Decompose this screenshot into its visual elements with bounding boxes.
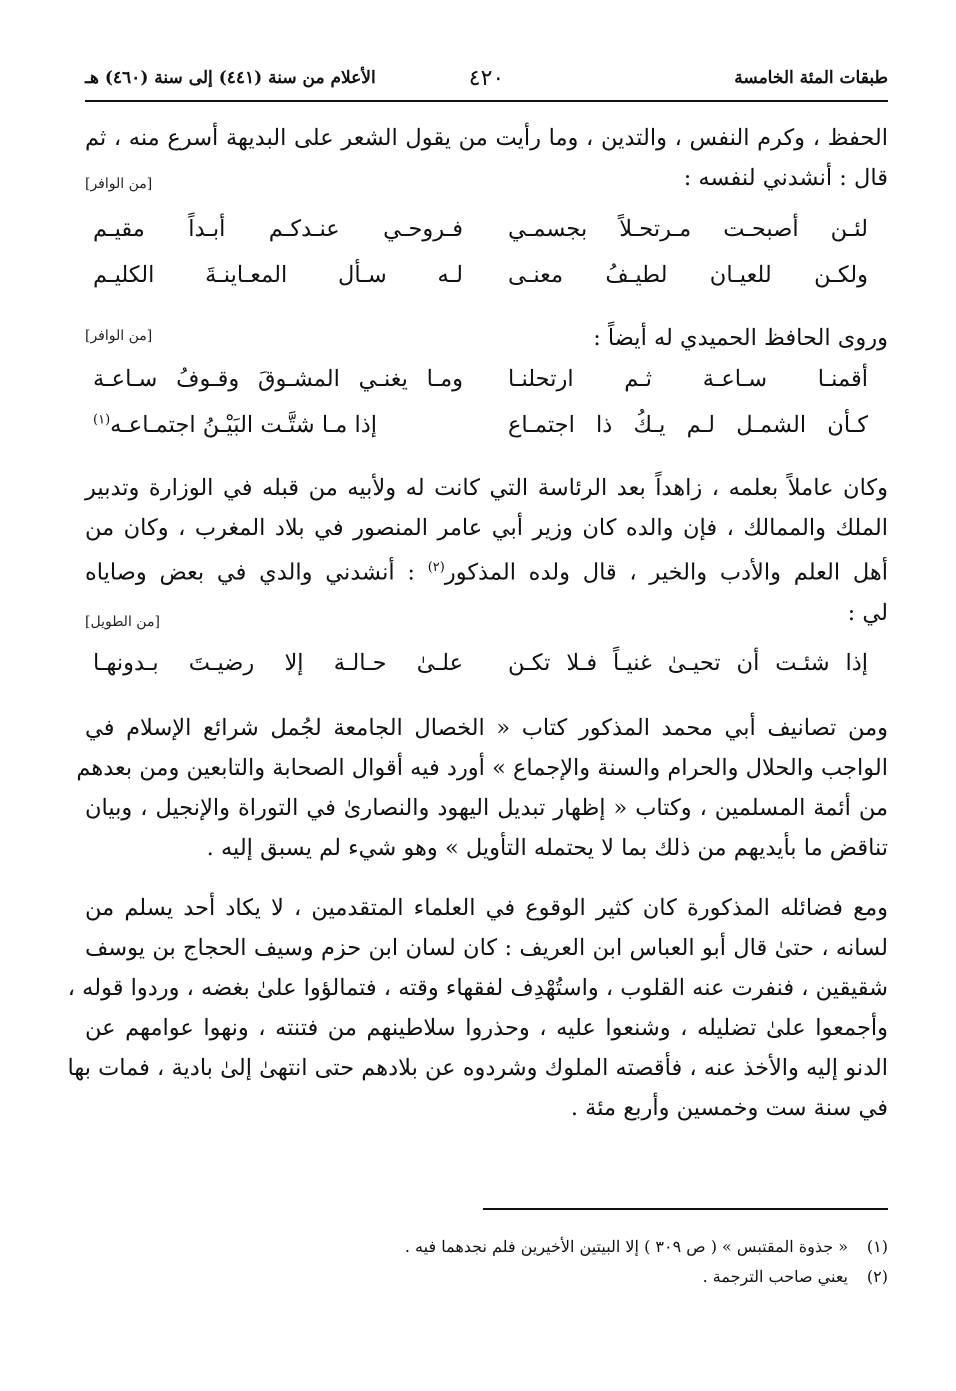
header-years-range: الأعلام من سنة (٤٤١) إلى سنة (٤٦٠) هـ [85,68,376,88]
verse-first-hemistich: إذا شئـت أن تحيـىٰ غنيـاً فـلا تكـن [508,650,868,676]
verse-line [85,650,888,694]
paragraph-line: شقيقين ، فنفرت عنه القلوب ، واستُهْدِف لفقهاء وقته ، فتمالؤوا علىٰ بغضه ، وردوا قوله ، [67,975,888,1001]
paragraph-5 [67,888,888,1128]
paragraph-line: في سنة ست وخمسين وأربع مئة . [570,1095,888,1121]
footnote [300,1264,888,1290]
verse-line [85,366,888,410]
paragraph-line: لي : [847,599,888,626]
paragraph-line: ومن تصانيف أبي محمد المذكور كتاب « الخصال الجامعة لجُمل شرائع الإسلام في [85,715,888,741]
running-header [85,64,888,98]
paragraph-line: الواجب والحلال والحرام والسنة والإجماع » أورد فيه أقوال الصحابة والتابعين ومن بعدهم [76,755,888,781]
paragraph-line: الدنو إليه والأخذ عنه ، فأقصته الملوك وشردوه عن بلادهم حتى انتهىٰ إلىٰ بادية ، فمات بها [67,1055,888,1081]
paragraph-2 [85,318,888,358]
paragraph-line: ومع فضائله المذكورة كان كثير الوقوع في العلماء المتقدمين ، لا يكاد أحد يسلم من [85,895,888,921]
meter-label: [من الطويل] [85,614,160,630]
paragraph-line: وأجمعوا علىٰ تضليله ، وشنعوا عليه ، وحذروا سلاطينهم من فتنته ، ونهوا عوامهم عن [85,1015,888,1041]
verse-first-hemistich: لئـن أصبحـت مـرتحـلاً بجسمـي [508,216,868,242]
paragraph-line: الملك والممالك ، فإن والده كان وزير أبي عامر المنصور في بلاد المغرب ، وكان من [85,515,888,541]
verse-second-hemistich: لـه سـأل المعـاينـةَ الكليـم [93,262,463,288]
footnote-number: (٢) [866,1267,888,1286]
paragraph-line [85,548,888,593]
footnote-number: (١) [866,1237,888,1256]
verse-second-hemistich: علـىٰ حـالـة إلا رضيـتَ بـدونهـا [93,650,463,676]
header-section-title: طبقات المئة الخامسة [734,68,888,88]
paragraph-line: تناقض ما بأيديهم من ذلك بما لا يحتمله التأويل » وهو شيء لم يسبق إليه . [206,835,888,861]
footnote-text: يعني صاحب الترجمة . [702,1267,848,1286]
footnote-ref: (٢) [427,560,445,575]
meter-label: [من الوافر] [85,328,153,344]
footnote-ref: (١) [93,412,111,428]
footnote-text: « جذوة المقتبس » ( ص ٣٠٩ ) إلا البيتين الأخيرين فلم نجدهما فيه . [404,1237,848,1256]
header-divider [85,100,888,102]
verse-second-hemistich: ومـا يغنـي المشـوقَ وقـوفُ سـاعـة [93,366,463,392]
paragraph-line: وكان عاملاً بعلمه ، زاهداً بعد الرئاسة التي كانت له ولأبيه من قبله في الوزارة وتدبير [85,475,888,501]
line-part: أهل العلم والأدب والخير ، قال ولده المذكور [444,559,888,586]
paragraph-line: الحفظ ، وكرم النفس ، والتدين ، وما رأيت من يقول الشعر على البديهة أسرع منه ، ثم [85,125,888,151]
footnote [300,1234,888,1260]
verse-line [85,412,888,456]
verse-line [85,262,888,306]
meter-label: [من الوافر] [85,176,153,192]
paragraph-line: قال : أنشدني لنفسه : [683,165,888,191]
verse-second-hemistich [93,412,463,438]
paragraph-1 [85,118,888,198]
verse-second-hemistich: فـروحـي عنـدكـم أبـداً مقيـم [93,216,463,242]
verse-first-hemistich: أقمنـا سـاعـة ثـم ارتحلنـا [508,366,868,392]
verse-first-hemistich: ولكـن للعيـان لطيـفُ معنـى [508,262,868,288]
verse-first-hemistich: كـأن الشمـل لـم يـكُ ذا اجتمـاع [508,412,868,438]
paragraph-line: لسانه ، حتىٰ قال أبو العباس ابن العريف : كان لسان ابن حزم وسيف الحجاج بن يوسف [85,935,888,961]
hemistich-text: إذا مـا شتَّـت البَيْـنُ اجتمـاعـه [110,412,377,438]
footnote-divider [483,1208,888,1210]
paragraph-3 [85,468,888,633]
page-number: ٤٢٠ [468,66,505,91]
paragraph-line: وروى الحافظ الحميدي له أيضاً : [593,325,888,351]
paragraph-line: من أئمة المسلمين ، وكتاب « إظهار تبديل اليهود والنصارىٰ في التوراة والإنجيل ، وبيان [85,795,888,821]
paragraph-4 [76,708,888,868]
verse-line [85,216,888,260]
line-part: : أنشدني والدي في بعض وصاياه [85,559,428,586]
